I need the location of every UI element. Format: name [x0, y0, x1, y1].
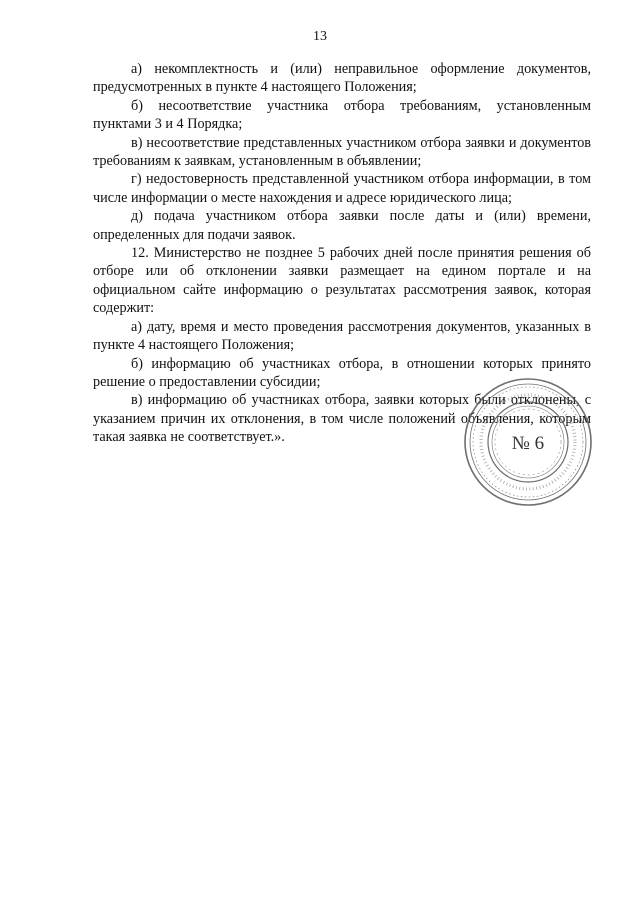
stamp-number: № 6	[511, 433, 545, 454]
official-seal-stamp	[462, 376, 594, 508]
paragraph-item-d: д) подача участником отбора заявки после даты и (или) времени, определенных для подачи заявок.	[93, 208, 591, 243]
paragraph-item-b: б) несоответствие участника отбора требованиям, установленным пунктами 3 и 4 Порядка;	[93, 97, 591, 133]
paragraph-item-v: в) несоответствие представленных участником отбора заявки и документов требованиям к заявкам, установленным в объявлении;	[93, 134, 591, 170]
paragraph-item-g: г) недостоверность представленной участником отбора информации, в том числе информации о месте нахождения и адресе юридического лица;	[93, 171, 591, 206]
paragraph-clause-12-b: б) информацию об участниках отбора, в отношении которых принято решение о предоставлении субсидии;	[93, 355, 591, 390]
page-number: 13	[313, 29, 327, 44]
paragraph-clause-12: 12. Министерство не позднее 5 рабочих дней после принятия решения об отборе или об отклонении заявки размещает на едином портале и на официальном сайте информацию о результатах рассмотрения заявок, которая содержит:	[93, 245, 591, 317]
paragraph-item-a: а) некомплектность и (или) неправильное оформление документов, предусмотренных в пункте 4 настоящего Положения;	[93, 61, 591, 96]
paragraph-clause-12-v: в) информацию об участниках отбора, заявки которых были отклонены, с указанием причин их отклонения, в том числе положений объявления, которым такая заявка не соответствует.».	[93, 392, 591, 446]
paragraph-clause-12-a: а) дату, время и место проведения рассмотрения документов, указанных в пункте 4 настоящего Положения;	[93, 318, 591, 354]
